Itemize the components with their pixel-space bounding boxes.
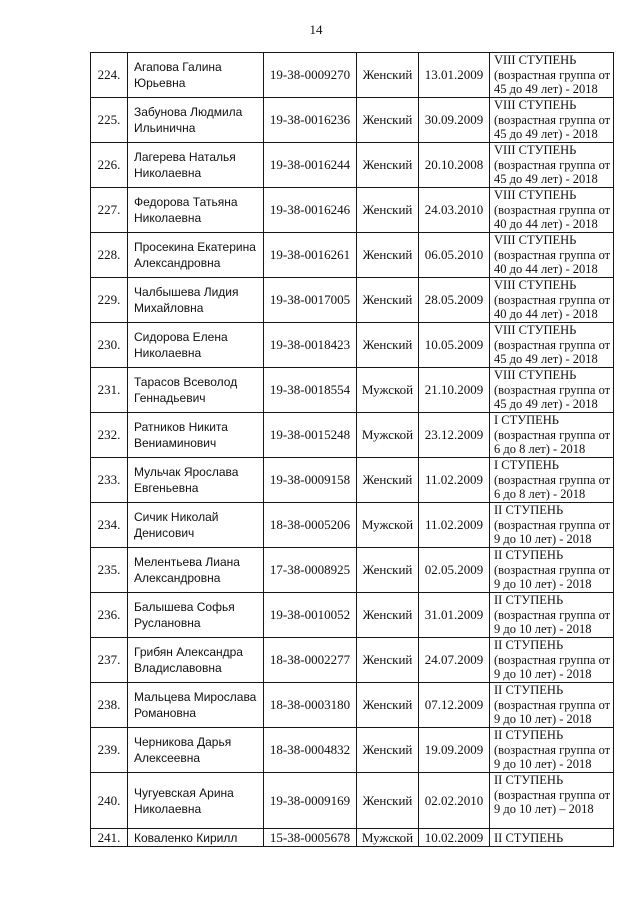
row-number-cell: 229. — [91, 278, 128, 323]
level-line: (возрастная группа от — [494, 292, 611, 307]
table-row — [91, 458, 614, 503]
level-line: VIII СТУПЕНЬ — [494, 53, 577, 67]
level-cell — [490, 683, 614, 728]
name-line: Геннадьевич — [134, 391, 206, 405]
level-line: (возрастная группа от — [494, 67, 611, 82]
name-line: Чалбышева Лидия — [134, 285, 239, 299]
code-cell: 19-38-0010052 — [264, 593, 357, 638]
level-cell — [490, 53, 614, 98]
name-cell — [128, 368, 264, 413]
level-cell — [490, 593, 614, 638]
gender-cell: Мужской — [357, 413, 419, 458]
name-cell — [128, 829, 264, 847]
table-row — [91, 98, 614, 143]
row-number-cell: 227. — [91, 188, 128, 233]
level-line: 9 до 10 лет) - 2018 — [494, 532, 592, 546]
date-cell: 13.01.2009 — [419, 53, 490, 98]
name-line: Мульчак Ярослава — [134, 465, 239, 479]
level-line: 40 до 44 лет) - 2018 — [494, 307, 598, 321]
level-line: 6 до 8 лет) - 2018 — [494, 442, 586, 456]
level-cell — [490, 548, 614, 593]
table-row — [91, 593, 614, 638]
row-number-cell: 224. — [91, 53, 128, 98]
row-number-cell: 225. — [91, 98, 128, 143]
row-number-cell: 226. — [91, 143, 128, 188]
level-line: II СТУПЕНЬ — [494, 593, 564, 607]
level-line: (возрастная группа от — [494, 427, 611, 442]
name-line: Агапова Галина — [134, 60, 222, 74]
name-line: Мелентьева Лиана — [134, 555, 240, 569]
date-cell: 11.02.2009 — [419, 458, 490, 503]
code-cell: 19-38-0016261 — [264, 233, 357, 278]
level-line: VIII СТУПЕНЬ — [494, 233, 577, 247]
code-cell: 18-38-0002277 — [264, 638, 357, 683]
table-row — [91, 53, 614, 98]
gender-cell: Женский — [357, 188, 419, 233]
code-cell: 15-38-0005678 — [264, 829, 357, 847]
name-line: Александровна — [134, 256, 221, 270]
level-line: 9 до 10 лет) - 2018 — [494, 757, 592, 771]
name-cell — [128, 593, 264, 638]
table-row — [91, 638, 614, 683]
name-line: Грибян Александра — [134, 645, 243, 659]
table-row — [91, 683, 614, 728]
row-number-cell: 239. — [91, 728, 128, 773]
level-cell — [490, 728, 614, 773]
name-cell — [128, 458, 264, 503]
name-line: Романовна — [134, 706, 197, 720]
date-cell: 02.02.2010 — [419, 773, 490, 829]
level-line: 9 до 10 лет) - 2018 — [494, 622, 592, 636]
table-body — [91, 53, 614, 847]
name-line: Ратников Никита — [134, 420, 228, 434]
name-line: Руслановна — [134, 616, 201, 630]
level-cell — [490, 278, 614, 323]
date-cell: 30.09.2009 — [419, 98, 490, 143]
name-line: Михайловна — [134, 301, 204, 315]
name-cell — [128, 323, 264, 368]
page-number: 14 — [309, 22, 323, 37]
date-cell: 02.05.2009 — [419, 548, 490, 593]
name-line: Вениаминович — [134, 436, 217, 450]
name-line: Владиславовна — [134, 661, 222, 675]
code-cell: 19-38-0009158 — [264, 458, 357, 503]
gender-cell: Мужской — [357, 829, 419, 847]
level-cell — [490, 143, 614, 188]
level-line: 9 до 10 лет) – 2018 — [494, 802, 594, 816]
code-cell: 19-38-0016244 — [264, 143, 357, 188]
table-row — [91, 323, 614, 368]
level-cell — [490, 829, 614, 847]
name-cell — [128, 188, 264, 233]
level-line: VIII СТУПЕНЬ — [494, 98, 577, 112]
date-cell: 20.10.2008 — [419, 143, 490, 188]
gender-cell: Женский — [357, 458, 419, 503]
level-line: II СТУПЕНЬ — [494, 548, 564, 562]
name-line: Забунова Людмила — [134, 105, 243, 119]
table-row — [91, 233, 614, 278]
level-line: 45 до 49 лет) - 2018 — [494, 82, 598, 96]
code-cell: 18-38-0003180 — [264, 683, 357, 728]
name-cell — [128, 728, 264, 773]
name-line: Николаевна — [134, 166, 202, 180]
gender-cell: Женский — [357, 728, 419, 773]
row-number-cell: 234. — [91, 503, 128, 548]
table-row — [91, 503, 614, 548]
code-cell: 19-38-0009270 — [264, 53, 357, 98]
date-cell: 07.12.2009 — [419, 683, 490, 728]
level-line: 40 до 44 лет) - 2018 — [494, 262, 598, 276]
table-row — [91, 368, 614, 413]
row-number-cell: 238. — [91, 683, 128, 728]
name-line: Николаевна — [134, 211, 202, 225]
name-cell — [128, 503, 264, 548]
code-cell: 18-38-0004832 — [264, 728, 357, 773]
level-line: VIII СТУПЕНЬ — [494, 368, 577, 382]
row-number-cell: 231. — [91, 368, 128, 413]
table-row — [91, 188, 614, 233]
level-cell — [490, 98, 614, 143]
level-line: (возрастная группа от — [494, 652, 611, 667]
code-cell: 19-38-0017005 — [264, 278, 357, 323]
level-line: (возрастная группа от — [494, 112, 611, 127]
table-row — [91, 773, 614, 829]
name-cell — [128, 413, 264, 458]
level-line: II СТУПЕНЬ — [494, 683, 564, 697]
date-cell: 10.02.2009 — [419, 829, 490, 847]
code-cell: 19-38-0015248 — [264, 413, 357, 458]
table-row — [91, 278, 614, 323]
date-cell: 24.07.2009 — [419, 638, 490, 683]
level-line: I СТУПЕНЬ — [494, 413, 559, 427]
code-cell: 18-38-0005206 — [264, 503, 357, 548]
gender-cell: Женский — [357, 143, 419, 188]
name-line: Евгеньевна — [134, 481, 199, 495]
name-cell — [128, 233, 264, 278]
level-line: VIII СТУПЕНЬ — [494, 143, 577, 157]
date-cell: 10.05.2009 — [419, 323, 490, 368]
level-line: II СТУПЕНЬ — [494, 728, 564, 742]
date-cell: 06.05.2010 — [419, 233, 490, 278]
row-number-cell: 233. — [91, 458, 128, 503]
name-line: Федорова Татьяна — [134, 195, 238, 209]
level-cell — [490, 503, 614, 548]
name-line: Юрьевна — [134, 76, 186, 90]
name-line: Ильинична — [134, 121, 196, 135]
name-line: Чугуевская Арина — [134, 785, 234, 800]
code-cell: 17-38-0008925 — [264, 548, 357, 593]
participants-table — [90, 52, 614, 847]
level-line: (возрастная группа от — [494, 607, 611, 622]
level-line: I СТУПЕНЬ — [494, 458, 559, 472]
name-cell — [128, 638, 264, 683]
gender-cell: Женский — [357, 593, 419, 638]
level-line: (возрастная группа от — [494, 562, 611, 577]
row-number-cell: 237. — [91, 638, 128, 683]
level-line: II СТУПЕНЬ — [494, 503, 564, 517]
row-number-cell: 228. — [91, 233, 128, 278]
date-cell: 21.10.2009 — [419, 368, 490, 413]
level-cell — [490, 188, 614, 233]
name-line: Мальцева Мирослава — [134, 690, 257, 704]
level-line: 9 до 10 лет) - 2018 — [494, 577, 592, 591]
level-line: (возрастная группа от — [494, 472, 611, 487]
row-number-cell: 235. — [91, 548, 128, 593]
level-line: II СТУПЕНЬ — [494, 830, 564, 845]
level-line: 45 до 49 лет) - 2018 — [494, 397, 598, 411]
level-cell — [490, 638, 614, 683]
table-row — [91, 829, 614, 847]
name-line: Николаевна — [134, 801, 202, 816]
level-line: 40 до 44 лет) - 2018 — [494, 217, 598, 231]
name-cell — [128, 548, 264, 593]
row-number-cell: 240. — [91, 773, 128, 829]
level-line: II СТУПЕНЬ — [494, 638, 564, 652]
level-line: 45 до 49 лет) - 2018 — [494, 172, 598, 186]
level-line: 9 до 10 лет) - 2018 — [494, 712, 592, 726]
level-cell — [490, 233, 614, 278]
gender-cell: Мужской — [357, 503, 419, 548]
name-line: Сидорова Елена — [134, 330, 228, 344]
level-cell — [490, 413, 614, 458]
date-cell: 23.12.2009 — [419, 413, 490, 458]
name-line: Александровна — [134, 571, 221, 585]
name-line: Денисович — [134, 526, 195, 540]
date-cell: 19.09.2009 — [419, 728, 490, 773]
level-line: (возрастная группа от — [494, 247, 611, 262]
name-cell — [128, 278, 264, 323]
gender-cell: Женский — [357, 638, 419, 683]
level-cell — [490, 458, 614, 503]
name-line: Просекина Екатерина — [134, 240, 256, 254]
gender-cell: Женский — [357, 233, 419, 278]
level-line: (возрастная группа от — [494, 382, 611, 397]
name-line: Лагерева Наталья — [134, 150, 236, 164]
date-cell: 24.03.2010 — [419, 188, 490, 233]
gender-cell: Женский — [357, 548, 419, 593]
name-line: Алексеевна — [134, 751, 201, 765]
code-cell: 19-38-0009169 — [264, 773, 357, 829]
level-line: 9 до 10 лет) - 2018 — [494, 667, 592, 681]
level-line: (возрастная группа от — [494, 517, 611, 532]
level-line: 45 до 49 лет) - 2018 — [494, 127, 598, 141]
gender-cell: Женский — [357, 773, 419, 829]
name-cell — [128, 683, 264, 728]
name-cell — [128, 773, 264, 829]
row-number-cell: 230. — [91, 323, 128, 368]
gender-cell: Мужской — [357, 368, 419, 413]
name-cell — [128, 53, 264, 98]
gender-cell: Женский — [357, 683, 419, 728]
name-line: Черникова Дарья — [134, 735, 232, 749]
level-cell — [490, 323, 614, 368]
code-cell: 19-38-0016236 — [264, 98, 357, 143]
date-cell: 11.02.2009 — [419, 503, 490, 548]
name-line: Сичик Николай — [134, 510, 219, 524]
code-cell: 19-38-0016246 — [264, 188, 357, 233]
date-cell: 28.05.2009 — [419, 278, 490, 323]
level-cell — [490, 773, 614, 829]
gender-cell: Женский — [357, 323, 419, 368]
level-line: (возрастная группа от — [494, 337, 611, 352]
name-line: Николаевна — [134, 346, 202, 360]
name-line: Коваленко Кирилл — [134, 830, 238, 845]
table-row — [91, 728, 614, 773]
code-cell: 19-38-0018554 — [264, 368, 357, 413]
date-cell: 31.01.2009 — [419, 593, 490, 638]
table-row — [91, 413, 614, 458]
level-line: VIII СТУПЕНЬ — [494, 188, 577, 202]
level-cell — [490, 368, 614, 413]
level-line: VIII СТУПЕНЬ — [494, 323, 577, 337]
row-number-cell: 241. — [91, 829, 128, 847]
name-cell — [128, 98, 264, 143]
level-line: 45 до 49 лет) - 2018 — [494, 352, 598, 366]
gender-cell: Женский — [357, 98, 419, 143]
code-cell: 19-38-0018423 — [264, 323, 357, 368]
level-line: 6 до 8 лет) - 2018 — [494, 487, 586, 501]
level-line: (возрастная группа от — [494, 202, 611, 217]
row-number-cell: 232. — [91, 413, 128, 458]
level-line: (возрастная группа от — [494, 697, 611, 712]
name-line: Тарасов Всеволод — [134, 375, 238, 389]
name-line: Балышева Софья — [134, 600, 235, 614]
level-line: II СТУПЕНЬ — [494, 773, 564, 787]
level-line: VIII СТУПЕНЬ — [494, 278, 577, 292]
gender-cell: Женский — [357, 53, 419, 98]
gender-cell: Женский — [357, 278, 419, 323]
level-line: (возрастная группа от — [494, 742, 611, 757]
table-row — [91, 548, 614, 593]
name-cell — [128, 143, 264, 188]
row-number-cell: 236. — [91, 593, 128, 638]
level-line: (возрастная группа от — [494, 157, 611, 172]
level-line: (возрастная группа от — [494, 787, 611, 802]
table-row — [91, 143, 614, 188]
